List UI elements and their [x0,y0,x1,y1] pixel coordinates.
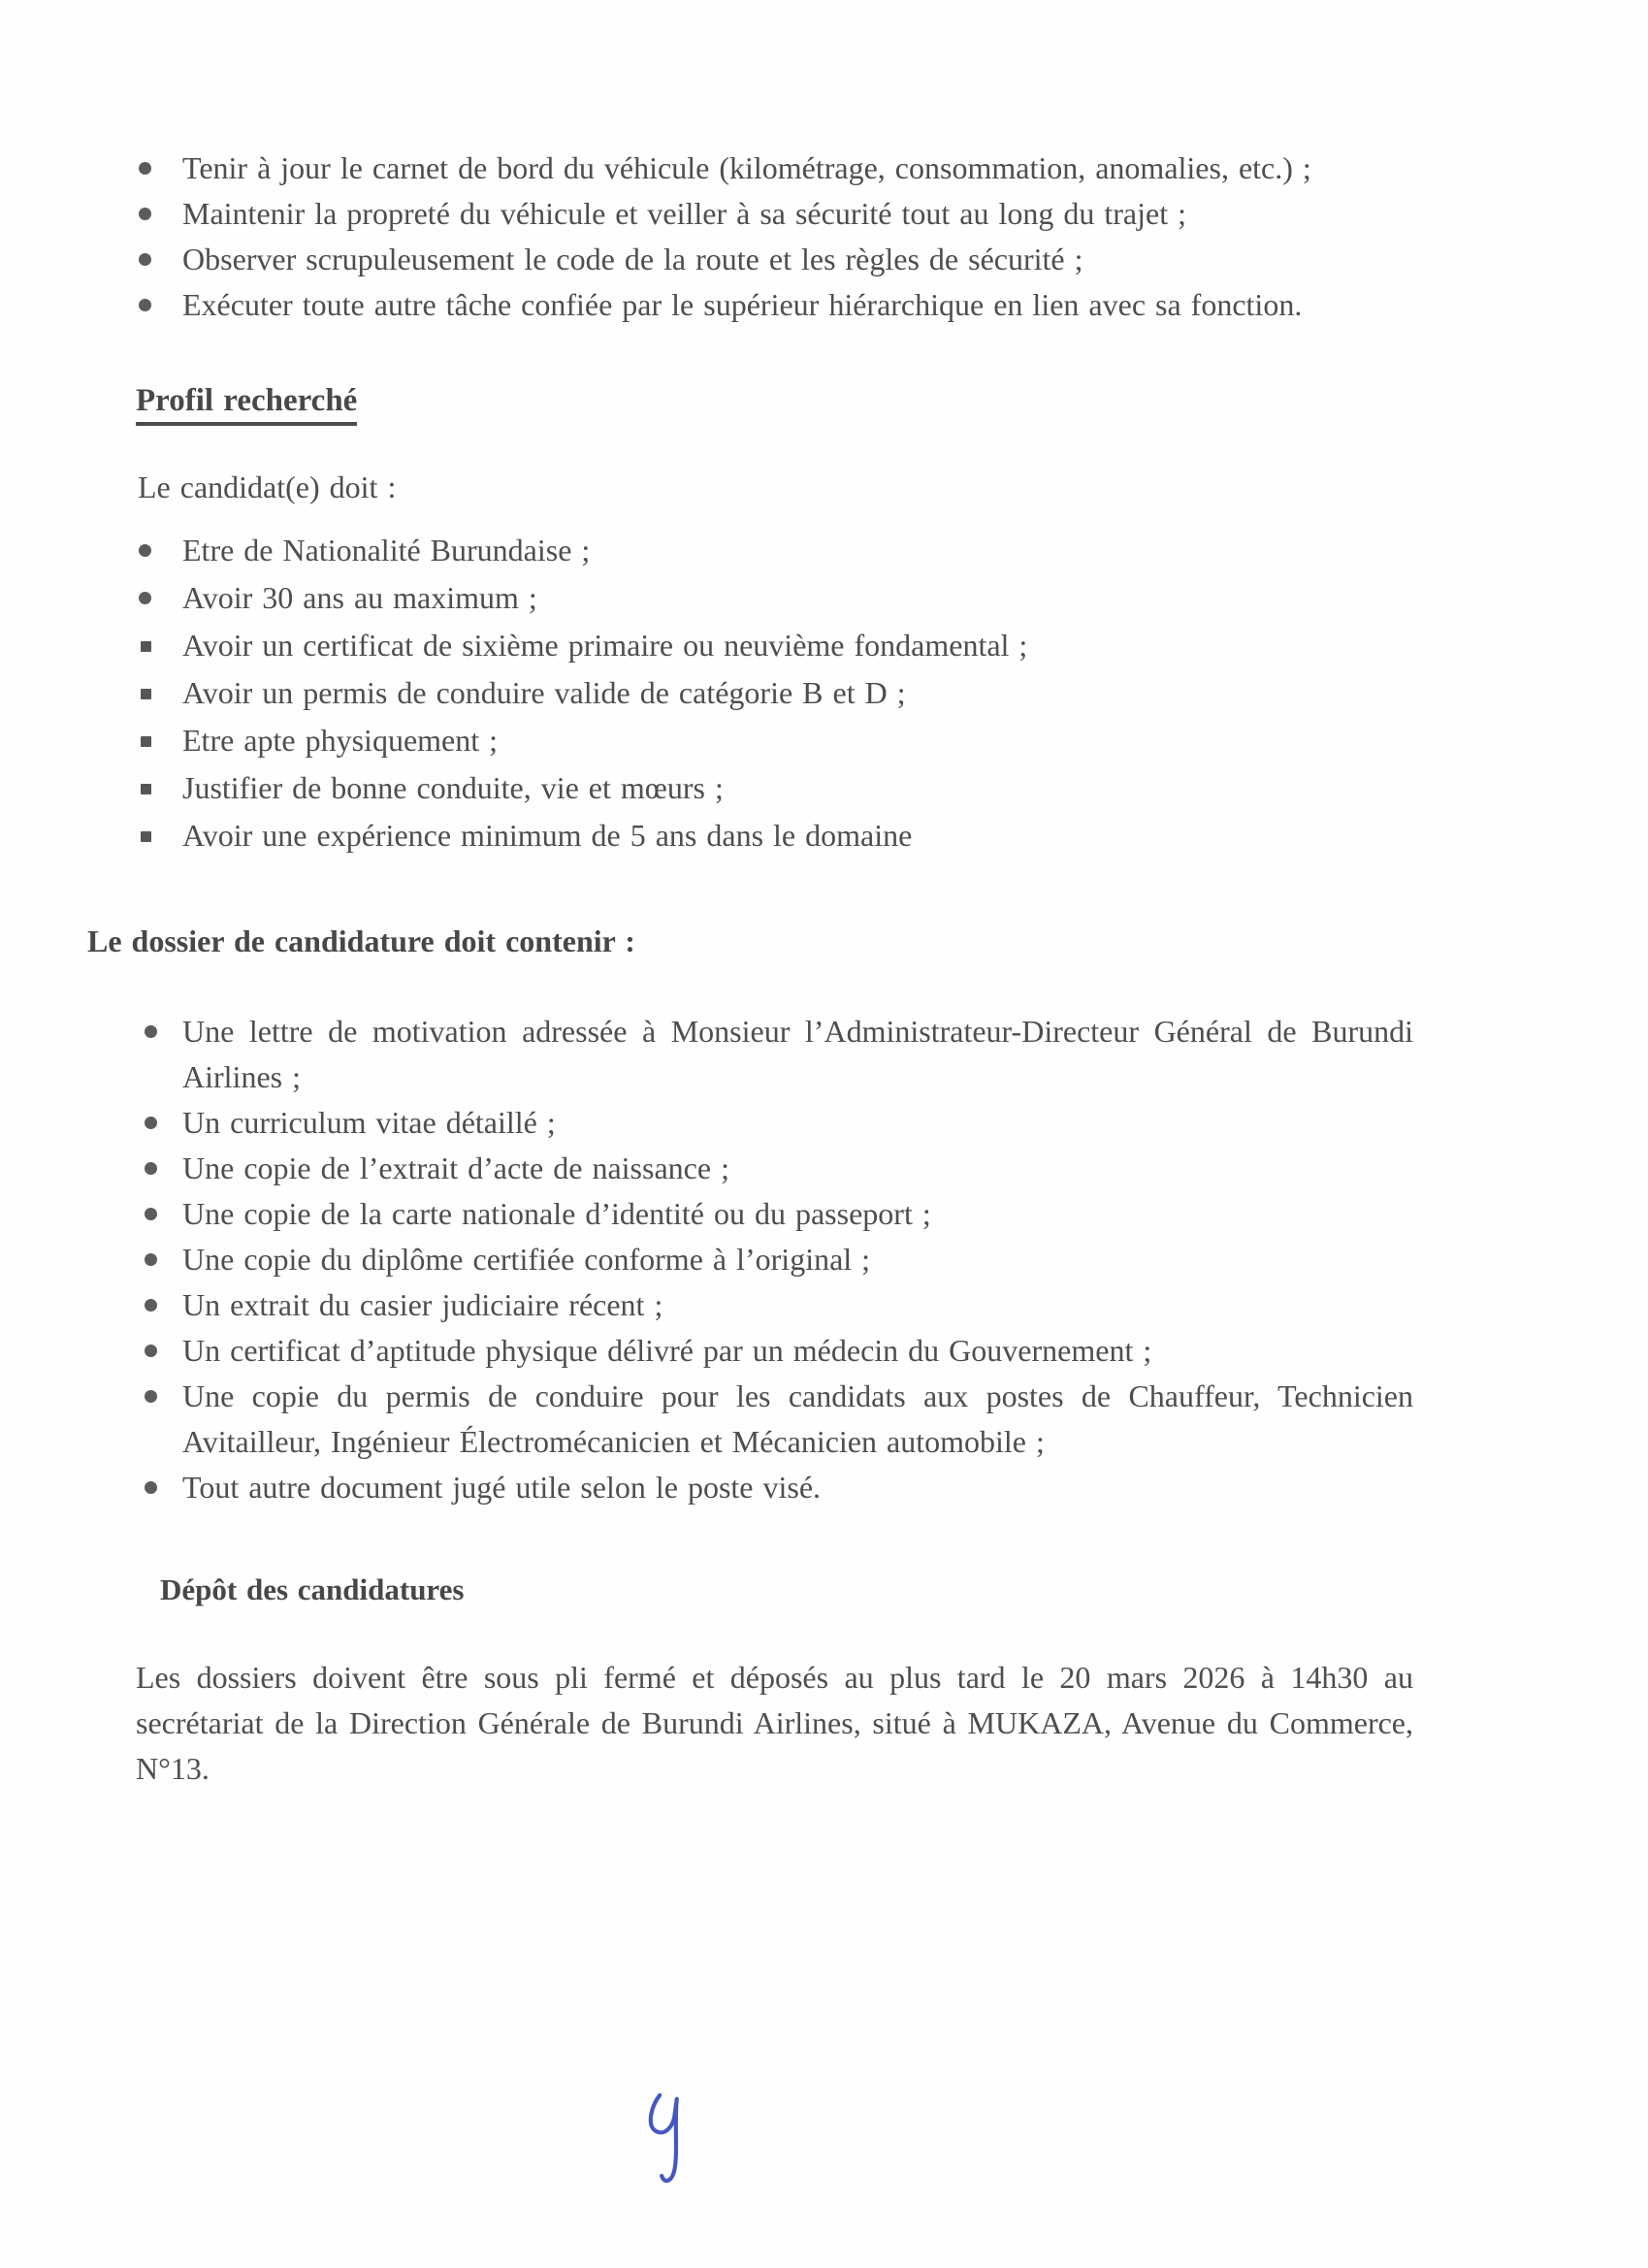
list-item [136,1009,1413,1100]
list-item [136,528,1413,573]
bullet-disc-icon [145,1162,157,1175]
bullet-disc-icon [139,253,151,266]
task-text: Exécuter toute autre tâche confiée par le supérieur hiérarchique en lien avec sa fonction. [182,287,1303,322]
profil-list [136,528,1413,859]
profil-item-text: Etre apte physiquement ; [182,723,499,758]
dossier-item-text: Une copie de la carte nationale d’identité ou du passeport ; [182,1196,931,1231]
list-item [136,813,1413,859]
dossier-item-text: Une copie du diplôme certifiée conforme à l’original ; [182,1242,871,1277]
dossier-item-text: Une copie du permis de conduire pour les candidats aux postes de Chauffeur, Technicien Avitailleur, Ingénieur Électromécanicien et Mécanicien automobile ; [182,1378,1413,1459]
dossier-heading: Le dossier de candidature doit contenir : [87,923,635,958]
dossier-item-text: Tout autre document jugé utile selon le poste visé. [182,1470,822,1505]
bullet-disc-icon [139,592,151,604]
list-item [136,718,1413,763]
list-item [136,282,1413,328]
dossier-item-text: Un curriculum vitae détaillé ; [182,1105,556,1140]
bullet-square-icon [141,689,151,699]
candidate-intro: Le candidat(e) doit : [138,470,397,504]
depot-heading: Dépôt des candidatures [160,1572,465,1606]
list-item [136,1282,1413,1328]
dossier-item-text: Un certificat d’aptitude physique délivré par un médecin du Gouvernement ; [182,1333,1152,1368]
task-text: Observer scrupuleusement le code de la route et les règles de sécurité ; [182,242,1083,276]
bullet-disc-icon [139,544,151,557]
profil-recherche-heading [136,378,1413,424]
profil-heading-text: Profil recherché [136,383,357,426]
profil-item-text: Justifier de bonne conduite, vie et mœurs ; [182,770,724,805]
bullet-disc-icon [145,1481,157,1494]
handwritten-four-stroke [651,2095,677,2181]
list-item [136,1100,1413,1146]
list-item [136,1191,1413,1237]
profil-item-text: Avoir 30 ans au maximum ; [182,580,537,615]
profil-item-text: Etre de Nationalité Burundaise ; [182,533,591,567]
dossier-list [136,1009,1413,1510]
profil-item-text: Avoir un certificat de sixième primaire ou neuvième fondamental ; [182,628,1028,663]
dossier-item-text: Une lettre de motivation adressée à Monsieur l’Administrateur-Directeur Général de Burundi Airlines ; [182,1014,1413,1094]
list-item [136,1328,1413,1374]
list-item [136,1374,1413,1465]
bullet-disc-icon [145,1299,157,1312]
bullet-square-icon [141,831,151,842]
bullet-disc-icon [139,162,151,175]
list-item [136,146,1413,191]
task-text: Tenir à jour le carnet de bord du véhicule (kilométrage, consommation, anomalies, etc.) ; [182,150,1311,185]
list-item [136,670,1413,716]
handwritten-page-number [640,2088,695,2188]
list-item [136,623,1413,668]
bullet-disc-icon [145,1025,157,1038]
bullet-disc-icon [145,1345,157,1357]
bullet-square-icon [141,641,151,652]
bullet-disc-icon [145,1208,157,1220]
profil-item-text: Avoir une expérience minimum de 5 ans dans le domaine [182,818,913,853]
bullet-disc-icon [145,1117,157,1129]
bullet-square-icon [141,784,151,794]
bullet-square-icon [141,736,151,747]
list-item [136,237,1413,282]
list-item [136,191,1413,237]
list-item [136,1465,1413,1510]
profil-item-text: Avoir un permis de conduire valide de catégorie B et D ; [182,675,906,710]
list-item [136,1237,1413,1282]
dossier-item-text: Un extrait du casier judiciaire récent ; [182,1287,663,1322]
bullet-disc-icon [139,208,151,220]
list-item [136,575,1413,621]
task-text: Maintenir la propreté du véhicule et veiller à sa sécurité tout au long du trajet ; [182,196,1186,231]
list-item [136,765,1413,811]
list-item [136,1146,1413,1191]
tasks-list [136,146,1413,328]
bullet-disc-icon [145,1390,157,1403]
bullet-disc-icon [145,1253,157,1266]
dossier-item-text: Une copie de l’extrait d’acte de naissance ; [182,1150,729,1185]
bullet-disc-icon [139,299,151,311]
depot-paragraph: Les dossiers doivent être sous pli fermé et déposés au plus tard le 20 mars 2026 à 14h30 au secrétariat de la Direction Générale de Burundi Airlines, situé à MUKAZA, Avenue du Commerce, N°13. [136,1660,1413,1786]
